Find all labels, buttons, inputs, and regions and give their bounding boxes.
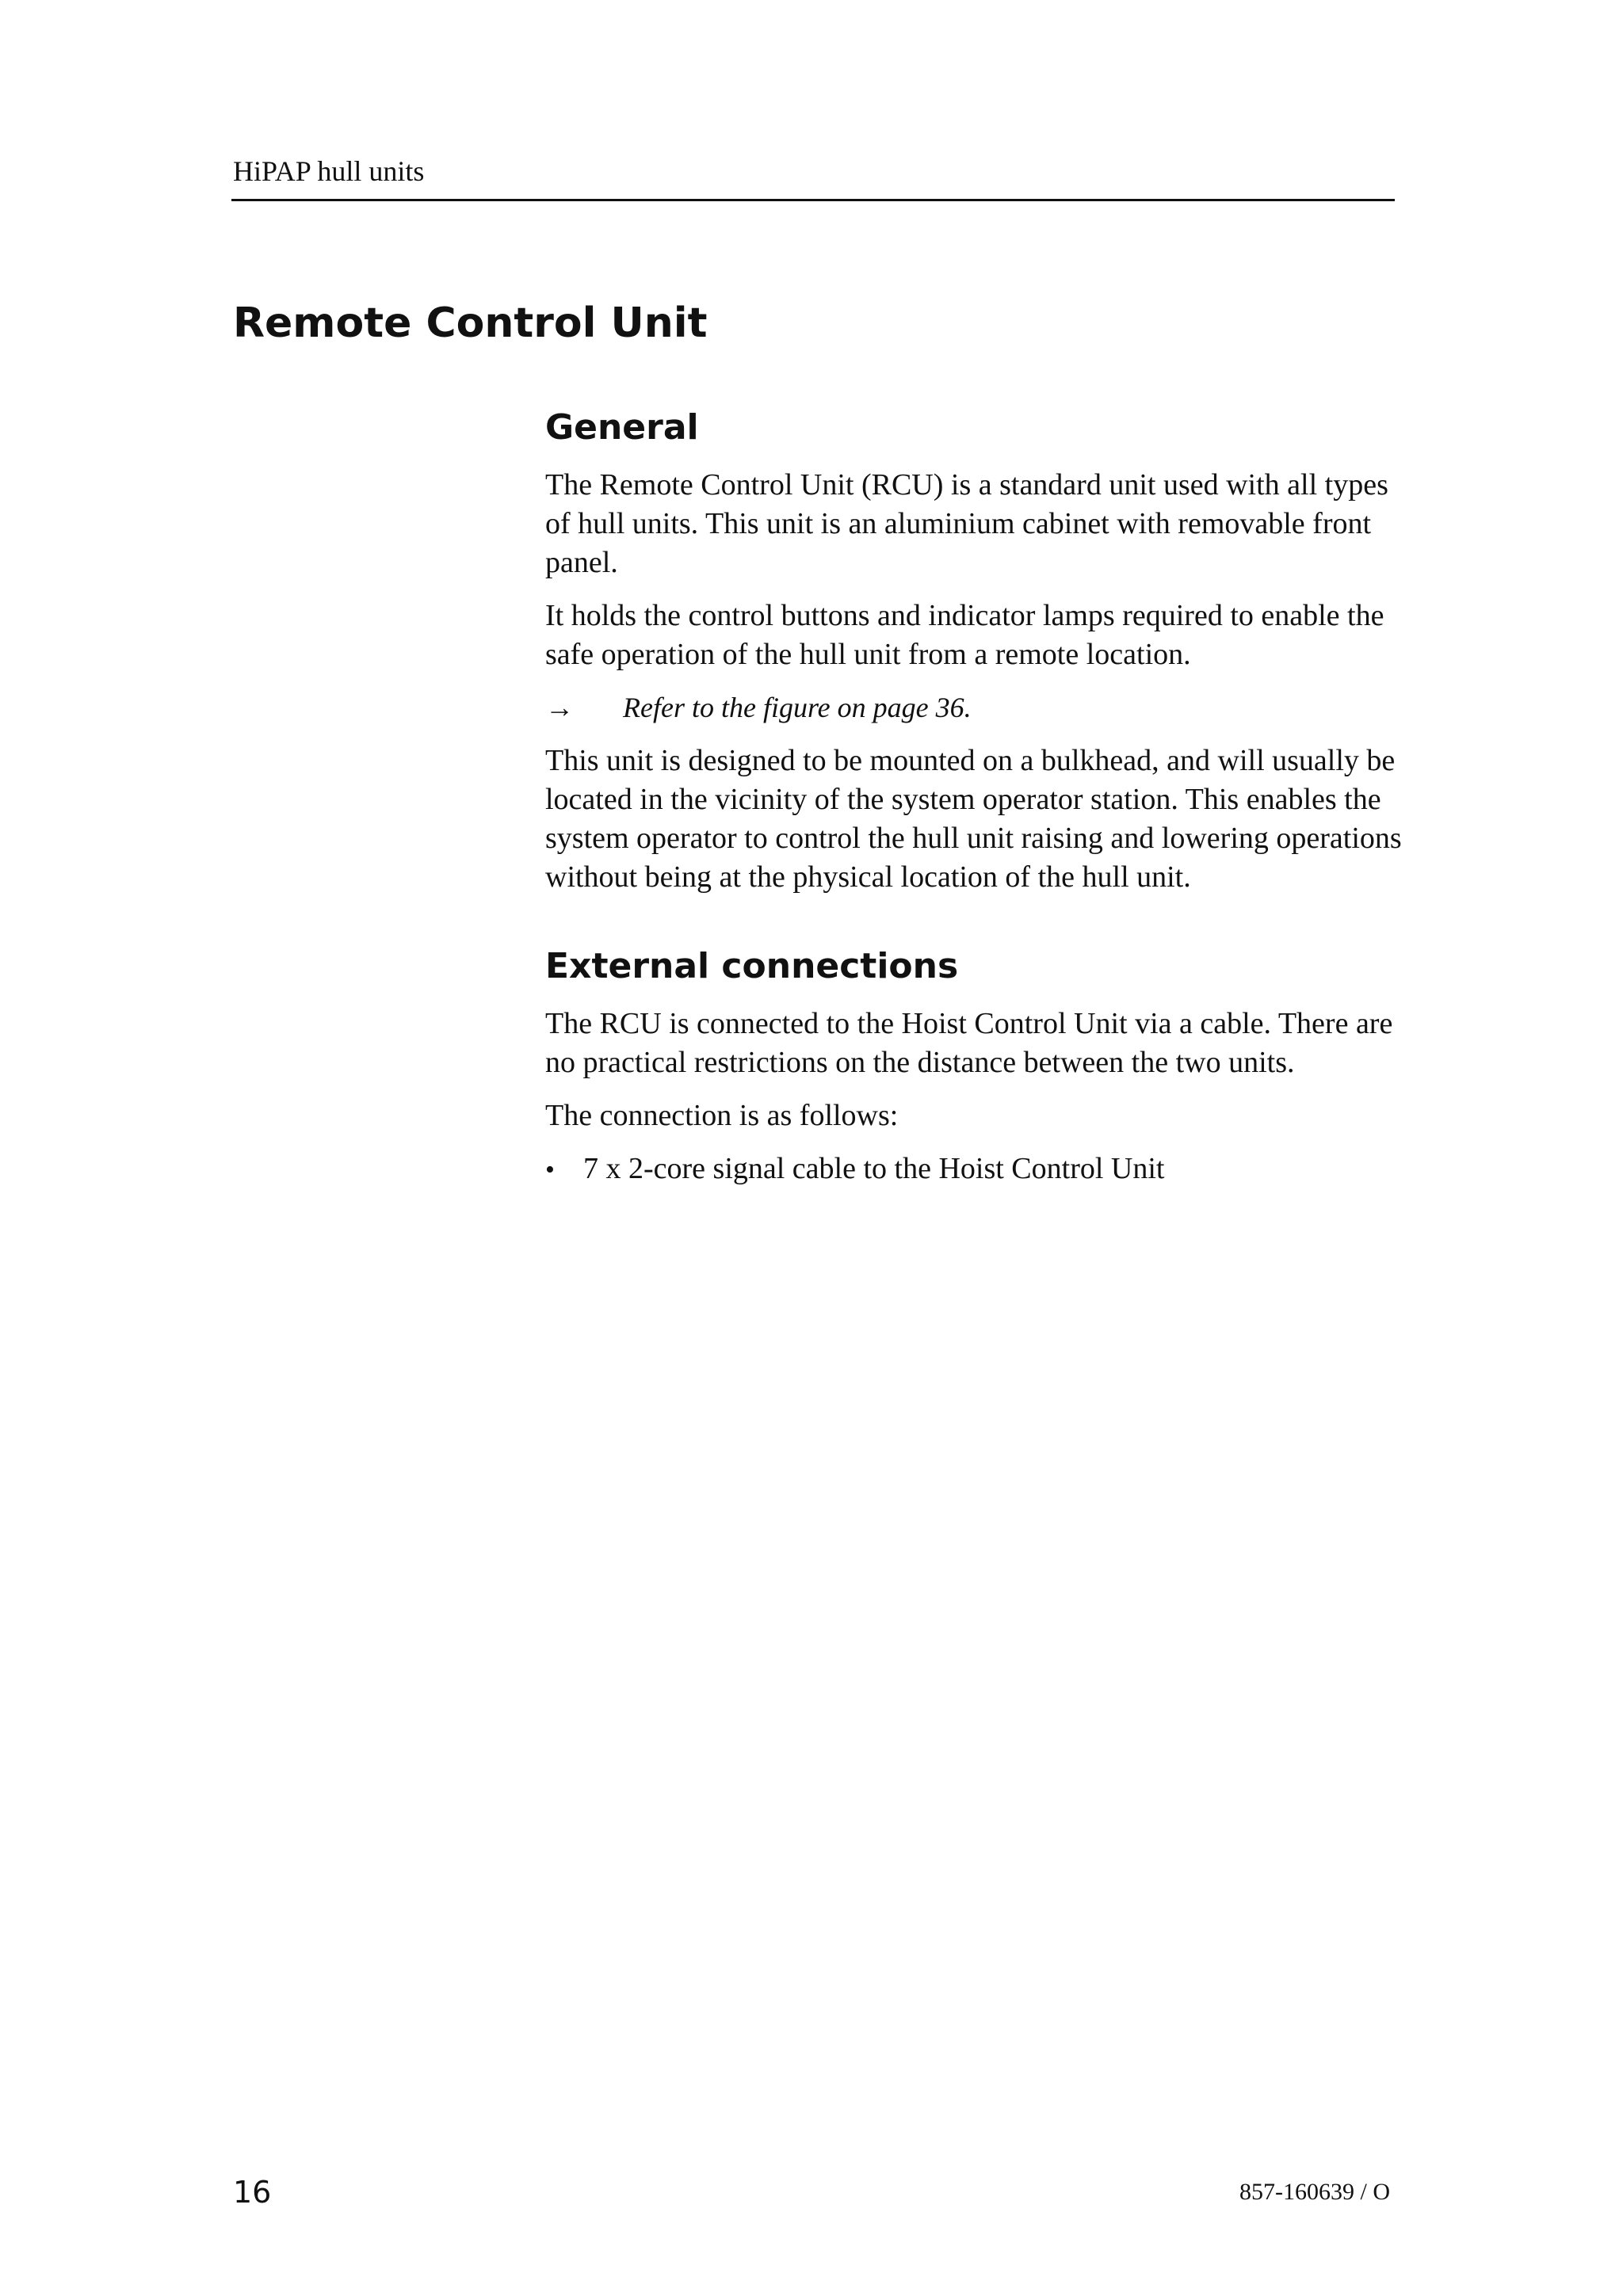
document-number: 857-160639 / O xyxy=(1239,2179,1390,2205)
general-paragraph-3: This unit is designed to be mounted on a bulkhead, and will usually be located in the vicinity of the system operator station. This enables the system operator to control the hull unit raising and lowering operations without being at the physical location of the hull unit. xyxy=(545,744,1402,894)
header-rule xyxy=(231,199,1395,201)
section-body xyxy=(545,402,1417,1189)
figure-reference xyxy=(545,688,1417,727)
section-title: Remote Control Unit xyxy=(233,299,708,347)
figure-reference-text: Refer to the figure on page 36. xyxy=(623,692,972,723)
page-number: 16 xyxy=(233,2175,272,2210)
external-connections-paragraph-2: The connection is as follows: xyxy=(545,1099,899,1132)
list-item-text: 7 x 2-core signal cable to the Hoist Control Unit xyxy=(583,1152,1165,1185)
running-header: HiPAP hull units xyxy=(233,155,425,187)
general-heading: General xyxy=(545,407,699,448)
external-connections-heading: External connections xyxy=(545,946,959,986)
connection-list xyxy=(545,1150,1417,1189)
general-paragraph-2: It holds the control buttons and indicator lamps required to enable the safe operation of the hull unit from a remote location. xyxy=(545,599,1384,671)
bullet-icon: • xyxy=(545,1155,555,1184)
external-connections-paragraph-1: The RCU is connected to the Hoist Control Unit via a cable. There are no practical restrictions on the distance between the two units. xyxy=(545,1007,1393,1079)
general-paragraph-1: The Remote Control Unit (RCU) is a standard unit used with all types of hull units. This unit is an aluminium cabinet with removable front panel. xyxy=(545,468,1388,579)
list-item xyxy=(545,1150,1417,1189)
arrow-right-icon: → xyxy=(545,692,574,723)
